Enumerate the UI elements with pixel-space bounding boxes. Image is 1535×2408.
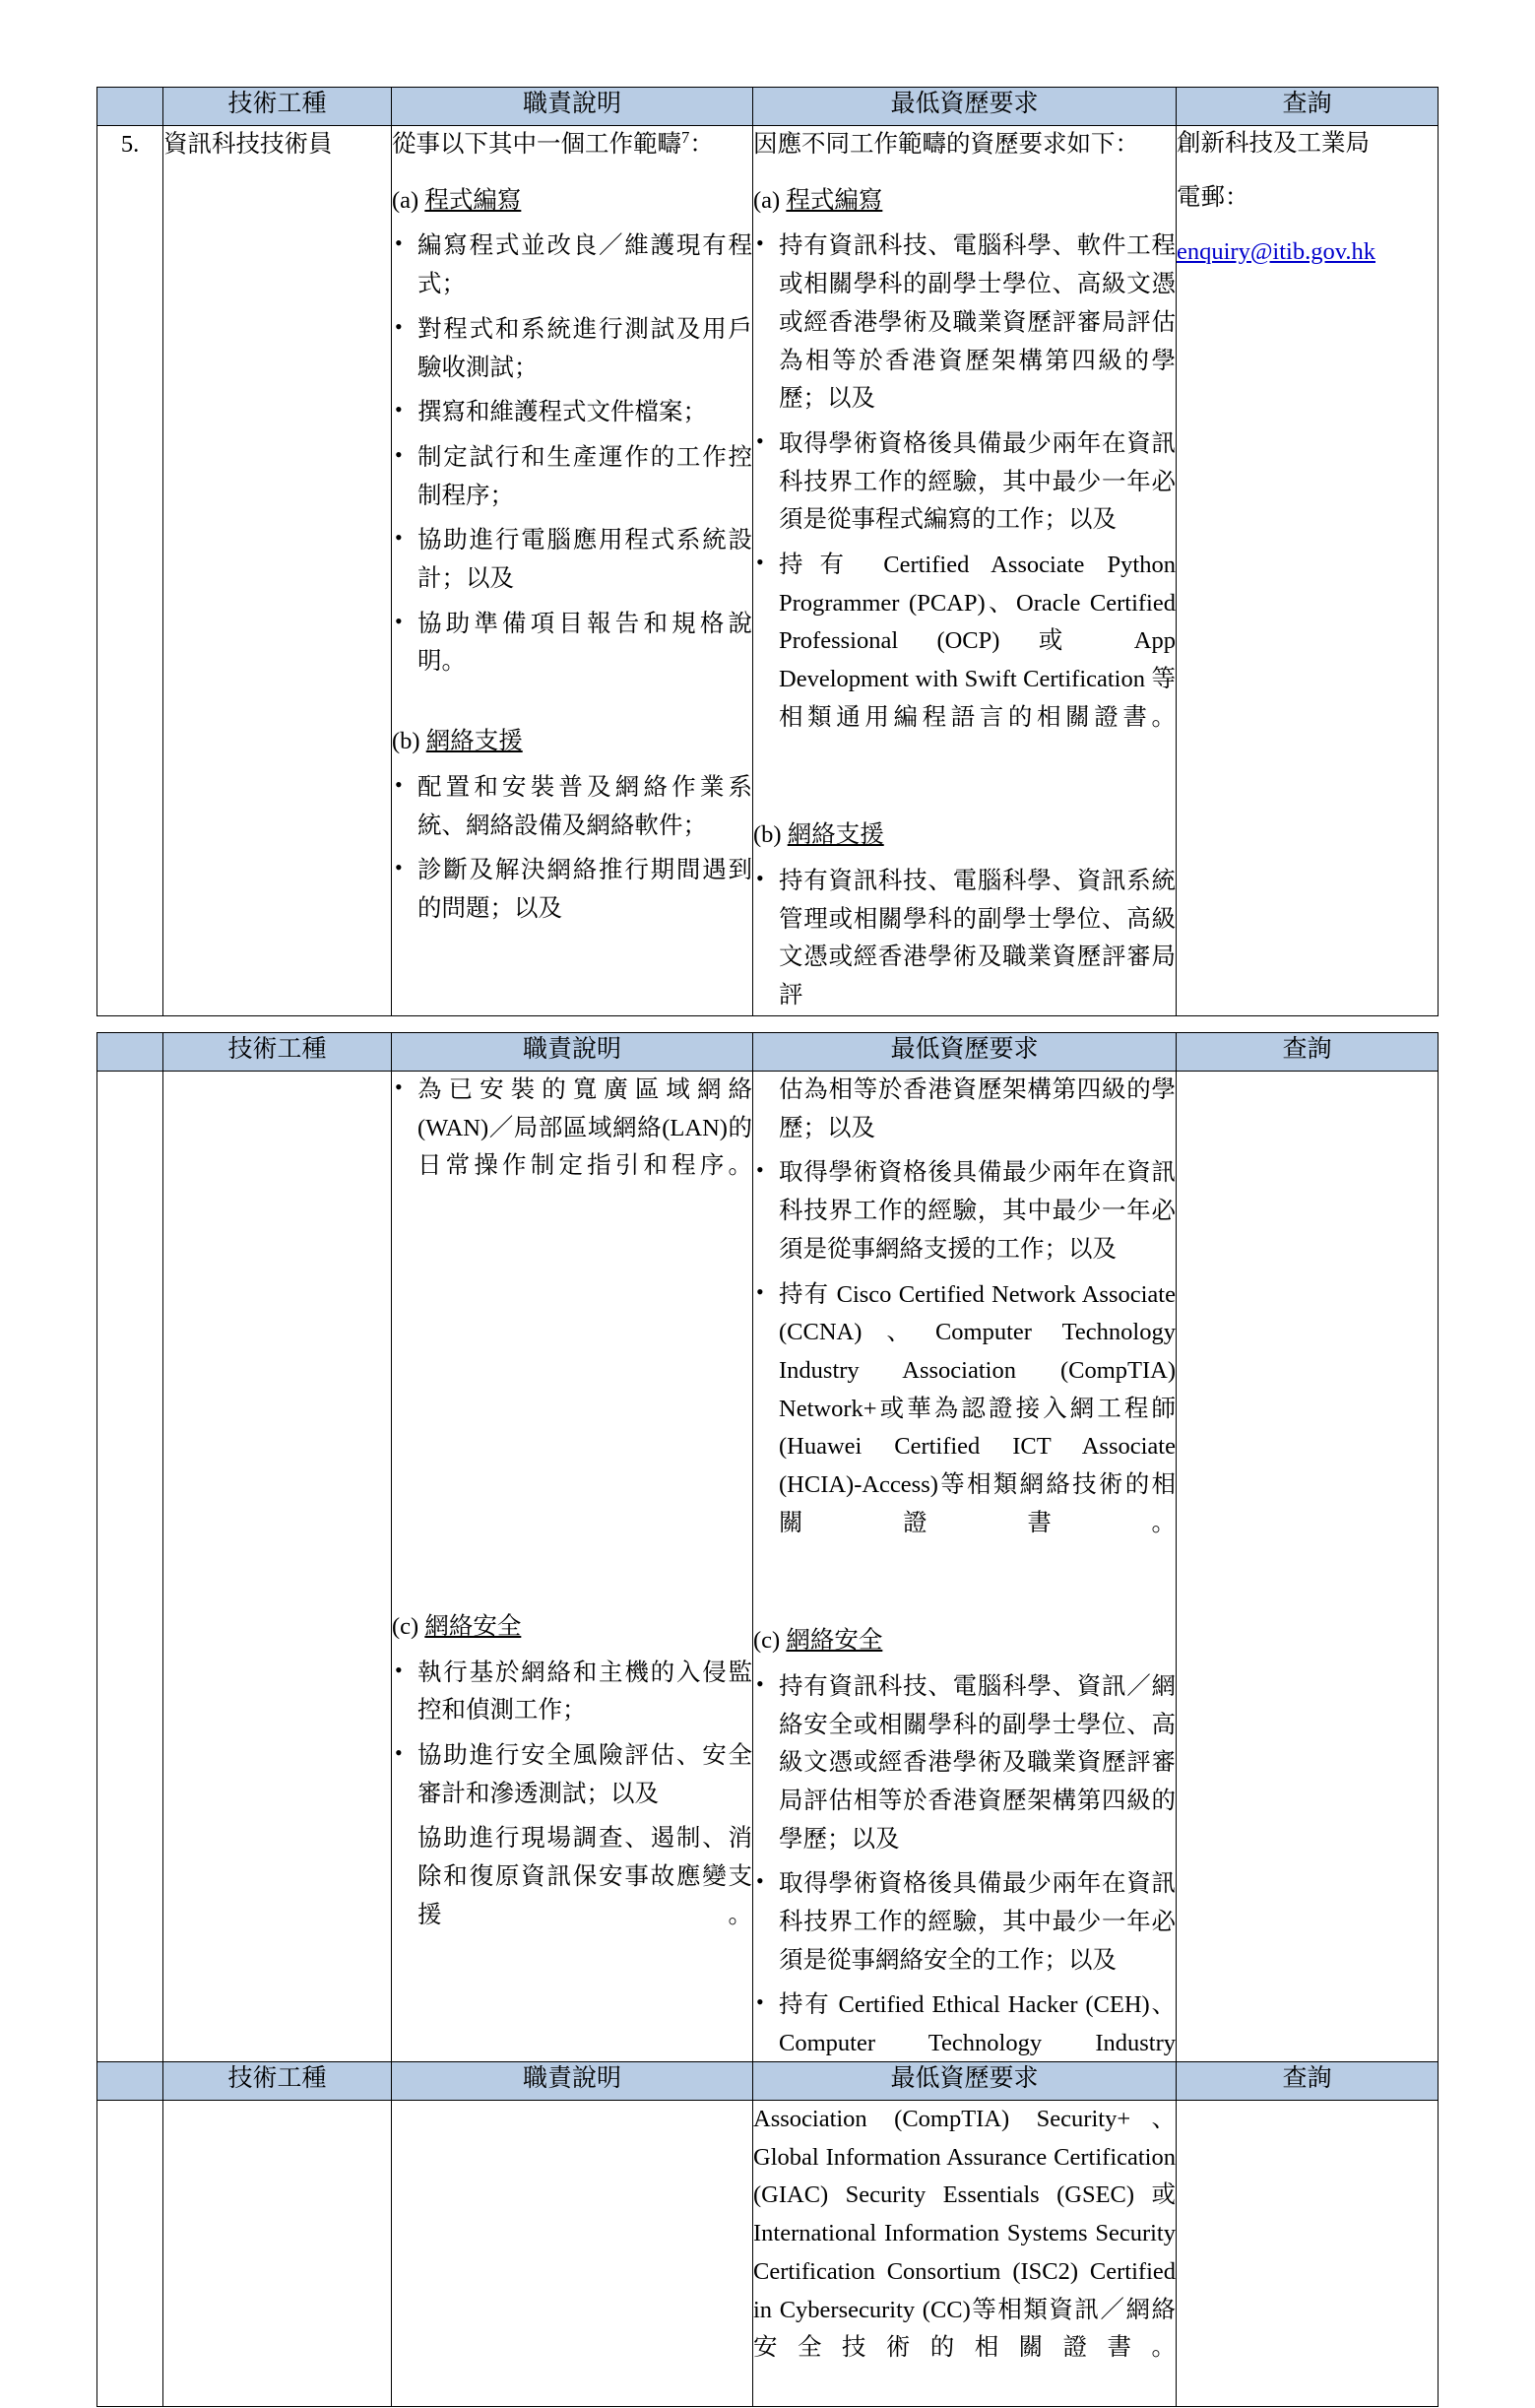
duties-intro-text: 從事以下其中一個工作範疇 bbox=[392, 131, 681, 158]
table-row bbox=[97, 2101, 1439, 2407]
list-item: • 配置和安裝普及網絡作業系統、網絡設備及網絡軟件； bbox=[392, 769, 752, 845]
enquiry-email-line bbox=[1177, 234, 1438, 271]
col-header-qualifications: 最低資歷要求 bbox=[753, 88, 1177, 126]
list-item: • 取得學術資格後具備最少兩年在資訊科技界工作的經驗，其中最少一年必須是從事網絡支援的工作；以及 bbox=[753, 1154, 1176, 1269]
trade-name bbox=[163, 1072, 392, 2103]
list-item: • 取得學術資格後具備最少兩年在資訊科技界工作的經驗，其中最少一年必須是從事程式編寫的工作；以及 bbox=[753, 425, 1176, 540]
row-number bbox=[97, 2101, 163, 2407]
list-item: • 持有資訊科技、電腦科學、資訊系統管理或相關學科的副學士學位、高級文憑或經香港學術及職業資歷評審局評 bbox=[753, 863, 1176, 1015]
enquiry-organisation: 創新科技及工業局 bbox=[1177, 130, 1370, 157]
group-title-a: 程式編寫 bbox=[786, 186, 883, 214]
table-row bbox=[97, 1072, 1439, 2103]
list-item: • 協助進行電腦應用程式系統設計；以及 bbox=[392, 522, 752, 598]
qualifications-cell bbox=[753, 126, 1177, 1016]
list-item: • 對程式和系統進行測試及用戶驗收測試； bbox=[392, 311, 752, 387]
group-label-c: (c) bbox=[753, 1627, 781, 1655]
list-item: • 制定試行和生產運作的工作控制程序； bbox=[392, 439, 752, 515]
list-item: • 執行基於網絡和主機的入侵監控和偵測工作； bbox=[392, 1655, 752, 1730]
duties-vertical-spacer bbox=[392, 1224, 752, 1608]
footnote-marker: 7 bbox=[681, 127, 690, 147]
col-header-duties: 職責說明 bbox=[392, 1033, 753, 1072]
group-label-c: (c) bbox=[392, 1612, 419, 1640]
qual-group-a-list bbox=[753, 228, 1176, 775]
col-header-qualifications: 最低資歷要求 bbox=[753, 2062, 1177, 2101]
qual-group-a-heading bbox=[753, 182, 1176, 221]
qualification-table-3 bbox=[96, 2061, 1439, 2407]
qualifications-cell bbox=[753, 1072, 1177, 2103]
qual-group-b-heading bbox=[753, 816, 1176, 855]
col-header-number bbox=[97, 2062, 163, 2101]
paragraph-spacer bbox=[392, 682, 752, 723]
group-title-c: 網絡安全 bbox=[424, 1612, 522, 1640]
group-title-c: 網絡安全 bbox=[786, 1627, 883, 1655]
col-header-number bbox=[97, 88, 163, 126]
qual-continued-list bbox=[753, 1072, 1176, 1581]
col-header-enquiry: 查詢 bbox=[1177, 88, 1439, 126]
qualification-table-1 bbox=[96, 87, 1439, 1016]
list-item: • 持有 Cisco Certified Network Associate (CCNA)、Computer Technology Industry Association (CompTIA) Network+或華為認證接入網工程師 (Huawei Certified ICT Associate (HCIA)-Access)等相類網絡技術的相關證書。 bbox=[753, 1276, 1176, 1582]
duties-group-c-list bbox=[392, 1655, 752, 1974]
col-header-qualifications: 最低資歷要求 bbox=[753, 1033, 1177, 1072]
enquiry-email-label: 電郵： bbox=[1177, 183, 1249, 211]
table-row bbox=[97, 126, 1439, 1016]
qual-group-c-heading bbox=[753, 1622, 1176, 1660]
group-label-b: (b) bbox=[753, 821, 782, 849]
col-header-trade: 技術工種 bbox=[163, 88, 392, 126]
duties-intro bbox=[392, 126, 752, 164]
list-item: • 為已安裝的寬廣區域網絡(WAN)／局部區域網絡(LAN)的日常操作制定指引和程序。 bbox=[392, 1072, 752, 1224]
enquiry-cell bbox=[1177, 126, 1439, 1016]
table-header-row bbox=[97, 88, 1439, 126]
qual-group-b-list bbox=[753, 863, 1176, 1015]
list-item: • 協助準備項目報告和規格說明。 bbox=[392, 606, 752, 682]
enquiry-cell bbox=[1177, 1072, 1439, 2103]
duties-intro-colon: ： bbox=[689, 131, 714, 158]
qual-continued-text: Association (CompTIA) Security+、Global Information Assurance Certification (GIAC) Security Essentials (GSEC) 或 International Information Systems Security Certification Consortium (ISC2) Certified in Cybersecurity (CC)等相類資訊／網絡安全技術的相關證書。 bbox=[753, 2106, 1176, 2362]
qual-group-c-list bbox=[753, 1668, 1176, 2102]
qualification-table-2 bbox=[96, 1032, 1439, 2103]
qualifications-intro: 因應不同工作範疇的資歷要求如下： bbox=[753, 131, 1139, 158]
col-header-trade: 技術工種 bbox=[163, 1033, 392, 1072]
col-header-enquiry: 查詢 bbox=[1177, 1033, 1439, 1072]
row-number bbox=[97, 1072, 163, 2103]
duties-group-c-heading bbox=[392, 1608, 752, 1647]
col-header-trade: 技術工種 bbox=[163, 2062, 392, 2101]
qualifications-cell bbox=[753, 2101, 1177, 2407]
trade-name bbox=[163, 2101, 392, 2407]
list-item: • 協助進行安全風險評估、安全審計和滲透測試；以及 bbox=[392, 1737, 752, 1813]
col-header-enquiry: 查詢 bbox=[1177, 2062, 1439, 2101]
list-item: • 持有資訊科技、電腦科學、軟件工程或相關學科的副學士學位、高級文憑或經香港學術及職業資歷評審局評估為相等於香港資歷架構第四級的學歷；以及 bbox=[753, 228, 1176, 419]
enquiry-cell bbox=[1177, 2101, 1439, 2407]
trade-name: 資訊科技技術員 bbox=[163, 126, 392, 1016]
table-header-row bbox=[97, 1033, 1439, 1072]
col-header-number bbox=[97, 1033, 163, 1072]
duties-cell bbox=[392, 126, 753, 1016]
group-label-a: (a) bbox=[753, 186, 781, 214]
duties-continued-list bbox=[392, 1072, 752, 1224]
paragraph-spacer bbox=[753, 775, 1176, 816]
duties-group-a-heading bbox=[392, 182, 752, 221]
group-title-b: 網絡支援 bbox=[787, 821, 884, 849]
group-title-a: 程式編寫 bbox=[424, 186, 522, 214]
col-header-duties: 職責說明 bbox=[392, 2062, 753, 2101]
duties-group-a-list bbox=[392, 228, 752, 682]
list-item: • 取得學術資格後具備最少兩年在資訊科技界工作的經驗，其中最少一年必須是從事網絡安全的工作；以及 bbox=[753, 1865, 1176, 1980]
duties-cell bbox=[392, 1072, 753, 2103]
duties-group-b-heading bbox=[392, 723, 752, 761]
paragraph-spacer bbox=[753, 1581, 1176, 1622]
list-item: • 持有 Certified Ethical Hacker (CEH)、Computer Technology Industry bbox=[753, 1986, 1176, 2101]
enquiry-email-link[interactable]: enquiry@itib.gov.hk bbox=[1177, 237, 1375, 265]
group-label-b: (b) bbox=[392, 728, 420, 755]
table-header-row bbox=[97, 2062, 1439, 2101]
list-item: • 持有資訊科技、電腦科學、資訊／網絡安全或相關學科的副學士學位、高級文憑或經香港學術及職業資歷評審局評估相等於香港資歷架構第四級的學歷；以及 bbox=[753, 1668, 1176, 1859]
list-item: • 編寫程式並改良／維護現有程式； bbox=[392, 228, 752, 303]
group-title-b: 網絡支援 bbox=[425, 728, 523, 755]
row-number: 5. bbox=[97, 126, 163, 1016]
duties-group-b-list bbox=[392, 769, 752, 929]
col-header-duties: 職責說明 bbox=[392, 88, 753, 126]
list-item: 估為相等於香港資歷架構第四級的學歷；以及 bbox=[779, 1076, 1176, 1141]
group-label-a: (a) bbox=[392, 186, 419, 214]
list-item: • 持有 Certified Associate Python Programmer (PCAP)、Oracle Certified Professional (OCP) 或 App Development with Swift Certification 等相類通用編程語言的相關證書。 bbox=[753, 547, 1176, 775]
list-item: 協助進行現場調查、遏制、消除和復原資訊保安事故應變支援。 bbox=[417, 1825, 752, 1928]
duties-cell bbox=[392, 2101, 753, 2407]
list-item: • 診斷及解決網絡推行期間遇到的問題；以及 bbox=[392, 852, 752, 928]
list-item: • 撰寫和維護程式文件檔案； bbox=[392, 394, 752, 432]
